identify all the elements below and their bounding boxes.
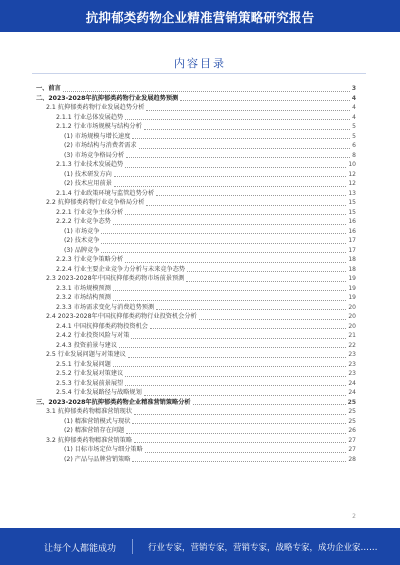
toc-entry[interactable] — [36, 388, 356, 398]
toc-entry[interactable] — [36, 198, 356, 208]
page-number: 2 — [352, 513, 356, 520]
header-banner — [0, 0, 400, 32]
toc-entry-text: 2.5.3 行业发展前景展望 — [56, 379, 124, 387]
toc-entry[interactable] — [36, 151, 356, 161]
toc-entry[interactable] — [36, 236, 356, 246]
toc-entry-page: 21 — [348, 332, 356, 339]
toc-entry-text: 三、2023-2028年抗抑郁类药物企业精准营销策略分析 — [36, 398, 191, 406]
toc-entry-page: 23 — [348, 370, 356, 377]
toc-entry-page: 17 — [348, 237, 356, 244]
toc-entry-page: 28 — [348, 455, 356, 463]
toc-entry[interactable] — [36, 246, 356, 256]
toc-entry-text: (1) 精准营销模式与现状 — [64, 417, 131, 425]
toc-entry-page: 4 — [352, 104, 356, 111]
toc-entry-text: (3) 品牌竞争 — [64, 246, 100, 254]
toc-dot-leader — [199, 319, 347, 320]
toc-entry-page: 19 — [348, 294, 356, 301]
toc-entry-text: 2.5.2 行业发展对策建议 — [56, 370, 124, 377]
toc-entry-text: 2.4 2023-2028年中国抗抑郁类药物行业投资机会分析 — [46, 313, 197, 320]
footer-separator — [132, 539, 133, 554]
toc-entry-text: (2) 市场结构与消费者需求 — [64, 142, 137, 149]
toc-entry-text: 3.2 抗抑郁类药物精准营销策略 — [46, 436, 133, 444]
toc-heading: 内容目录 — [174, 57, 226, 70]
toc-entry-page: 25 — [347, 398, 356, 406]
toc-entry-page: 3 — [351, 85, 356, 92]
toc-dot-leader — [125, 376, 346, 377]
toc-entry[interactable] — [36, 407, 356, 417]
toc-entry-page: 22 — [348, 341, 356, 349]
toc-dot-leader — [146, 205, 346, 206]
toc-entry-text: 2.4.3 投资前景与建议 — [56, 341, 118, 349]
toc-entry-page: 5 — [352, 123, 356, 130]
toc-entry-page: 18 — [348, 256, 356, 263]
toc-entry-page: 8 — [352, 151, 356, 159]
toc-entry-text: 一、前言 — [36, 85, 61, 92]
toc-entry[interactable] — [36, 331, 356, 341]
toc-entry-page: 18 — [348, 265, 356, 273]
toc-entry[interactable] — [36, 274, 356, 284]
toc-entry-page: 23 — [348, 351, 356, 358]
toc-entry[interactable] — [36, 179, 356, 189]
toc-dot-leader — [132, 423, 346, 424]
toc-entry[interactable] — [36, 436, 356, 446]
footer-banner — [0, 528, 400, 565]
toc-entry[interactable] — [36, 122, 356, 132]
toc-entry[interactable] — [36, 84, 356, 94]
toc-entry-page: 25 — [348, 408, 356, 415]
toc-entry-text: (1) 技术研发方向 — [64, 170, 112, 178]
toc-entry[interactable] — [36, 398, 356, 408]
toc-entry-text: (1) 市场竞争 — [64, 227, 100, 235]
toc-entry-page: 4 — [352, 113, 356, 121]
toc-entry-text: 2.2 抗抑郁类药物行业竞争格局分析 — [46, 199, 145, 206]
toc-entry[interactable] — [36, 103, 356, 113]
toc-entry[interactable] — [36, 217, 356, 227]
report-title: 抗抑郁类药物企业精准营销策略研究报告 — [85, 10, 315, 25]
toc-dot-leader — [134, 442, 346, 443]
toc-dot-leader — [114, 176, 347, 177]
toc-entry-text: 2.1.1 行业总体发展趋势 — [56, 113, 124, 121]
toc-entry[interactable] — [36, 160, 356, 170]
toc-entry-text: 2.5 行业发展问题与对策建议 — [46, 351, 126, 358]
toc-entry-text: (2) 技术竞争 — [64, 237, 100, 244]
toc-entry-text: 2.5.1 行业发展问题 — [56, 360, 111, 368]
toc-entry[interactable] — [36, 303, 356, 313]
toc-entry-page: 26 — [348, 427, 356, 434]
toc-entry-page: 27 — [348, 446, 356, 453]
toc-dot-leader — [139, 148, 351, 149]
toc-entry-page: 13 — [348, 189, 356, 197]
toc-entry-text: 2.5.4 行业发展路径与战略规划 — [56, 389, 142, 396]
toc-dot-leader — [113, 300, 347, 301]
toc-dot-leader — [125, 119, 350, 120]
toc-entry[interactable] — [36, 322, 356, 332]
toc-entry-text: (2) 精准营销存在问题 — [64, 427, 125, 434]
footer-tagline: 行业专家，营销专家，营销专家，战略专家，成功企业家…… — [148, 543, 378, 553]
toc-dot-leader — [144, 395, 347, 396]
toc-entry-text: 2.2.2 行业竞争态势 — [56, 218, 111, 225]
toc-entry[interactable] — [36, 227, 356, 237]
toc-entry[interactable] — [36, 265, 356, 275]
toc-dot-leader — [132, 461, 346, 462]
toc-dot-leader — [128, 357, 346, 358]
toc-entry-page: 17 — [348, 246, 356, 254]
toc-entry-page: 20 — [348, 303, 356, 311]
toc-entry[interactable] — [36, 141, 356, 151]
toc-entry-text: 2.3.3 市场需求变化与消费趋势预测 — [56, 303, 155, 311]
toc-dot-leader — [101, 243, 346, 244]
toc-dot-leader — [156, 309, 346, 310]
toc-entry[interactable] — [36, 341, 356, 351]
toc-entry-text: 2.1 抗抑郁类药物行业发展趋势分析 — [46, 104, 145, 111]
toc-entry[interactable] — [36, 94, 356, 104]
toc-entry-text: 2.2.4 行业主要企业竞争力分析与未来竞争态势 — [56, 265, 186, 273]
toc-entry-page: 15 — [348, 208, 356, 216]
toc-entry-page: 4 — [351, 94, 356, 102]
toc-dot-leader — [113, 290, 347, 291]
toc-dot-leader — [144, 129, 350, 130]
toc-entry-text: 2.2.1 行业竞争主体分析 — [56, 208, 124, 216]
toc-dot-leader — [113, 366, 347, 367]
toc-entry-page: 16 — [348, 227, 356, 235]
toc-dot-leader — [193, 404, 346, 405]
toc-entry-page: 5 — [352, 132, 356, 140]
toc-entry-text: (2) 产品与品牌营销策略 — [64, 455, 131, 463]
toc-entry[interactable] — [36, 284, 356, 294]
toc-dot-leader — [131, 338, 346, 339]
toc-entry[interactable] — [36, 417, 356, 427]
toc-dot-leader — [101, 252, 346, 253]
toc-entry[interactable] — [36, 208, 356, 218]
toc-entry[interactable] — [36, 189, 356, 199]
toc-entry-page: 12 — [348, 170, 356, 178]
toc-entry-text: (1) 市场规模与增长速度 — [64, 132, 131, 140]
toc-entry-page: 6 — [352, 142, 356, 149]
toc-dot-leader — [113, 224, 347, 225]
toc-entry[interactable] — [36, 255, 356, 265]
footer-slogan: 让每个人都能成功 — [44, 544, 117, 554]
toc-entry-text: 2.3.2 市场结构预测 — [56, 294, 111, 301]
toc-entry-page: 15 — [348, 199, 356, 206]
toc-entry[interactable] — [36, 360, 356, 370]
toc-entry-page: 24 — [348, 379, 356, 387]
toc-entry[interactable] — [36, 379, 356, 389]
toc-entry-page: 16 — [348, 218, 356, 225]
toc-entry-text: 2.1.2 行业市场规模与结构分析 — [56, 123, 142, 130]
toc-entry-page: 10 — [348, 161, 356, 168]
toc-entry[interactable] — [36, 455, 356, 465]
toc-entry-text: (3) 市场竞争格局分析 — [64, 151, 125, 159]
toc-entry-page: 20 — [348, 313, 356, 320]
toc-dot-leader — [156, 195, 346, 196]
toc-dot-leader — [119, 347, 346, 348]
toc-entry[interactable] — [36, 369, 356, 379]
toc-dot-leader — [134, 414, 346, 415]
toc-entry[interactable] — [36, 170, 356, 180]
toc-entry-text: 2.3 2023-2028年中国抗抑郁类药物市场前景预测 — [46, 275, 185, 282]
toc-entry-page: 19 — [348, 284, 356, 292]
toc-entry[interactable] — [36, 312, 356, 322]
toc-dot-leader — [132, 138, 350, 139]
toc-entry-page: 12 — [348, 180, 356, 187]
toc-entry-page: 20 — [348, 322, 356, 330]
toc-dot-leader — [101, 233, 346, 234]
toc-dot-leader — [150, 328, 346, 329]
toc-dot-leader — [125, 262, 346, 263]
toc-entry-text: (1) 目标市场定位与细分策略 — [64, 446, 143, 453]
toc-entry[interactable] — [36, 350, 356, 360]
toc-dot-leader — [114, 186, 347, 187]
toc-dot-leader — [145, 452, 347, 453]
toc-entry-text: 2.2.3 行业竞争策略分析 — [56, 256, 124, 263]
toc-dot-leader — [126, 157, 350, 158]
toc-entry[interactable] — [36, 113, 356, 123]
toc-dot-leader — [125, 167, 346, 168]
toc-dot-leader — [126, 433, 346, 434]
toc-entry-page: 25 — [348, 417, 356, 425]
toc-dot-leader — [125, 214, 346, 215]
toc-entry-text: 2.4.1 中国抗抑郁类药物投资机会 — [56, 322, 148, 330]
toc-entry[interactable] — [36, 445, 356, 455]
toc-entry[interactable] — [36, 293, 356, 303]
divider — [32, 73, 366, 74]
toc-entry-text: 2.1.4 行业政策环境与监管趋势分析 — [56, 189, 155, 197]
toc-entry-text: 二、2023-2028年抗抑郁类药物行业发展趋势预测 — [36, 94, 179, 102]
toc-dot-leader — [125, 385, 346, 386]
toc-dot-leader — [186, 281, 346, 282]
toc-dot-leader — [63, 91, 350, 92]
toc-dot-leader — [180, 100, 350, 101]
toc-entry-text: 2.1.3 行业技术发展趋势 — [56, 161, 124, 168]
toc-entry[interactable] — [36, 426, 356, 436]
toc-entry-text: 2.4.2 行业投资风险与对策 — [56, 332, 130, 339]
table-of-contents — [36, 84, 356, 504]
toc-entry-page: 23 — [348, 360, 356, 368]
toc-entry-text: 2.3.1 市场规模预测 — [56, 284, 111, 292]
toc-entry-page: 27 — [348, 436, 356, 444]
toc-entry-page: 19 — [348, 275, 356, 282]
toc-entry-page: 24 — [348, 389, 356, 396]
toc-entry-text: (2) 技术应用前景 — [64, 180, 112, 187]
toc-entry-text: 3.1 抗抑郁类药物精准营销现状 — [46, 408, 133, 415]
toc-dot-leader — [187, 271, 346, 272]
toc-dot-leader — [146, 110, 350, 111]
toc-entry[interactable] — [36, 132, 356, 142]
